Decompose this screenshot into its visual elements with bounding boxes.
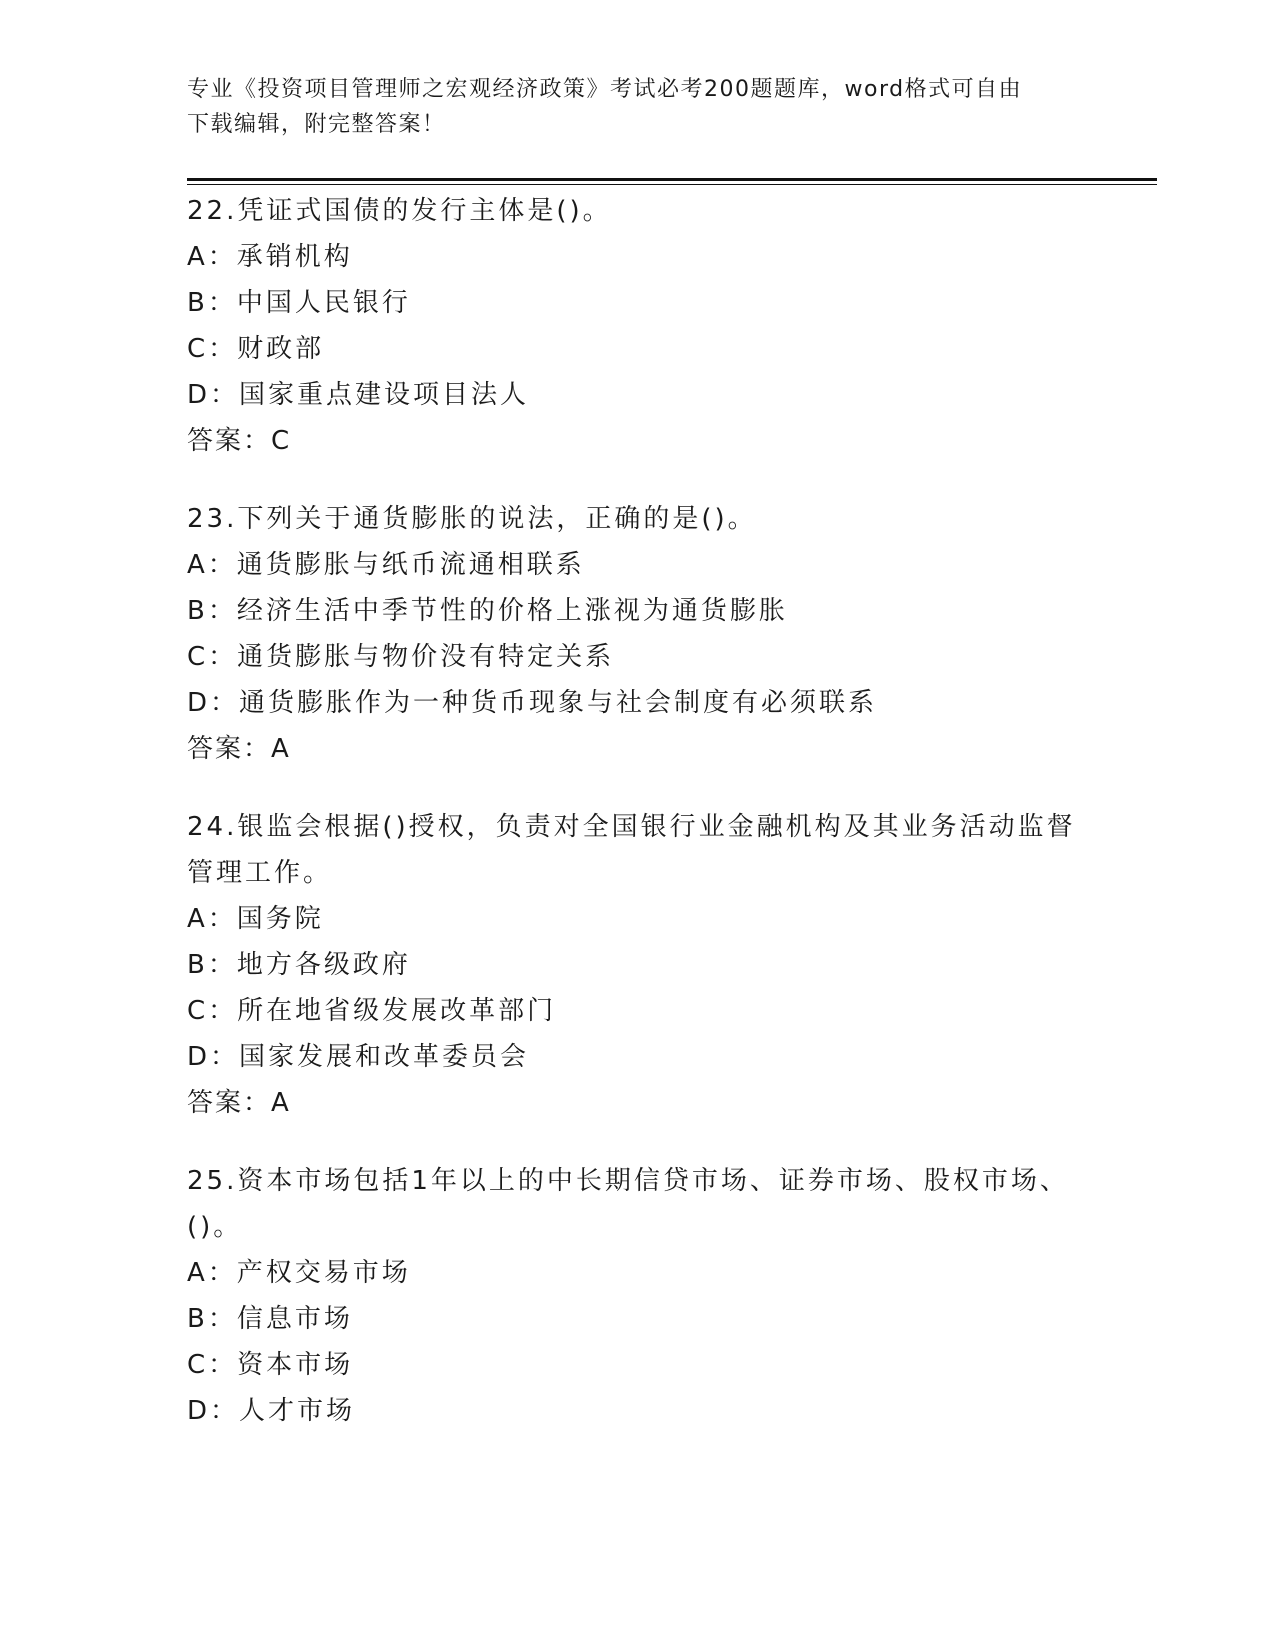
option-c: C：财政部 xyxy=(187,334,325,364)
question-23 xyxy=(187,496,1157,772)
option-d: D：国家重点建设项目法人 xyxy=(187,380,530,410)
option-d: D：国家发展和改革委员会 xyxy=(187,1042,530,1072)
option-a: A：通货膨胀与纸币流通相联系 xyxy=(187,550,585,580)
option-c: C：所在地省级发展改革部门 xyxy=(187,996,557,1026)
document-header xyxy=(187,72,1087,142)
question-stem: 22.凭证式国债的发行主体是()。 xyxy=(187,196,612,226)
answer-line: 答案：A xyxy=(187,734,291,764)
question-22 xyxy=(187,188,1157,464)
option-b: B：经济生活中季节性的价格上涨视为通货膨胀 xyxy=(187,596,788,626)
option-a: A：产权交易市场 xyxy=(187,1258,411,1288)
question-24 xyxy=(187,804,1157,1126)
question-stem: 25.资本市场包括1年以上的中长期信贷市场、证券市场、股权市场、()。 xyxy=(187,1166,1069,1242)
option-d: D：人才市场 xyxy=(187,1396,356,1426)
header-line-2: 下载编辑，附完整答案！ xyxy=(187,112,446,137)
question-25 xyxy=(187,1158,1157,1434)
option-a: A：国务院 xyxy=(187,904,324,934)
question-stem: 24.银监会根据()授权，负责对全国银行业金融机构及其业务活动监督管理工作。 xyxy=(187,812,1076,888)
question-list xyxy=(187,188,1157,1466)
header-line-1: 专业《投资项目管理师之宏观经济政策》考试必考200题题库，word格式可自由 xyxy=(187,77,1023,102)
header-divider-thick xyxy=(187,178,1157,181)
option-b: B：地方各级政府 xyxy=(187,950,411,980)
option-b: B：中国人民银行 xyxy=(187,288,411,318)
question-stem: 23.下列关于通货膨胀的说法，正确的是()。 xyxy=(187,504,757,534)
option-c: C：资本市场 xyxy=(187,1350,354,1380)
option-c: C：通货膨胀与物价没有特定关系 xyxy=(187,642,615,672)
answer-line: 答案：C xyxy=(187,426,292,456)
option-a: A：承销机构 xyxy=(187,242,353,272)
option-d: D：通货膨胀作为一种货币现象与社会制度有必须联系 xyxy=(187,688,878,718)
header-divider-thin xyxy=(187,184,1157,185)
answer-line: 答案：A xyxy=(187,1088,291,1118)
option-b: B：信息市场 xyxy=(187,1304,353,1334)
